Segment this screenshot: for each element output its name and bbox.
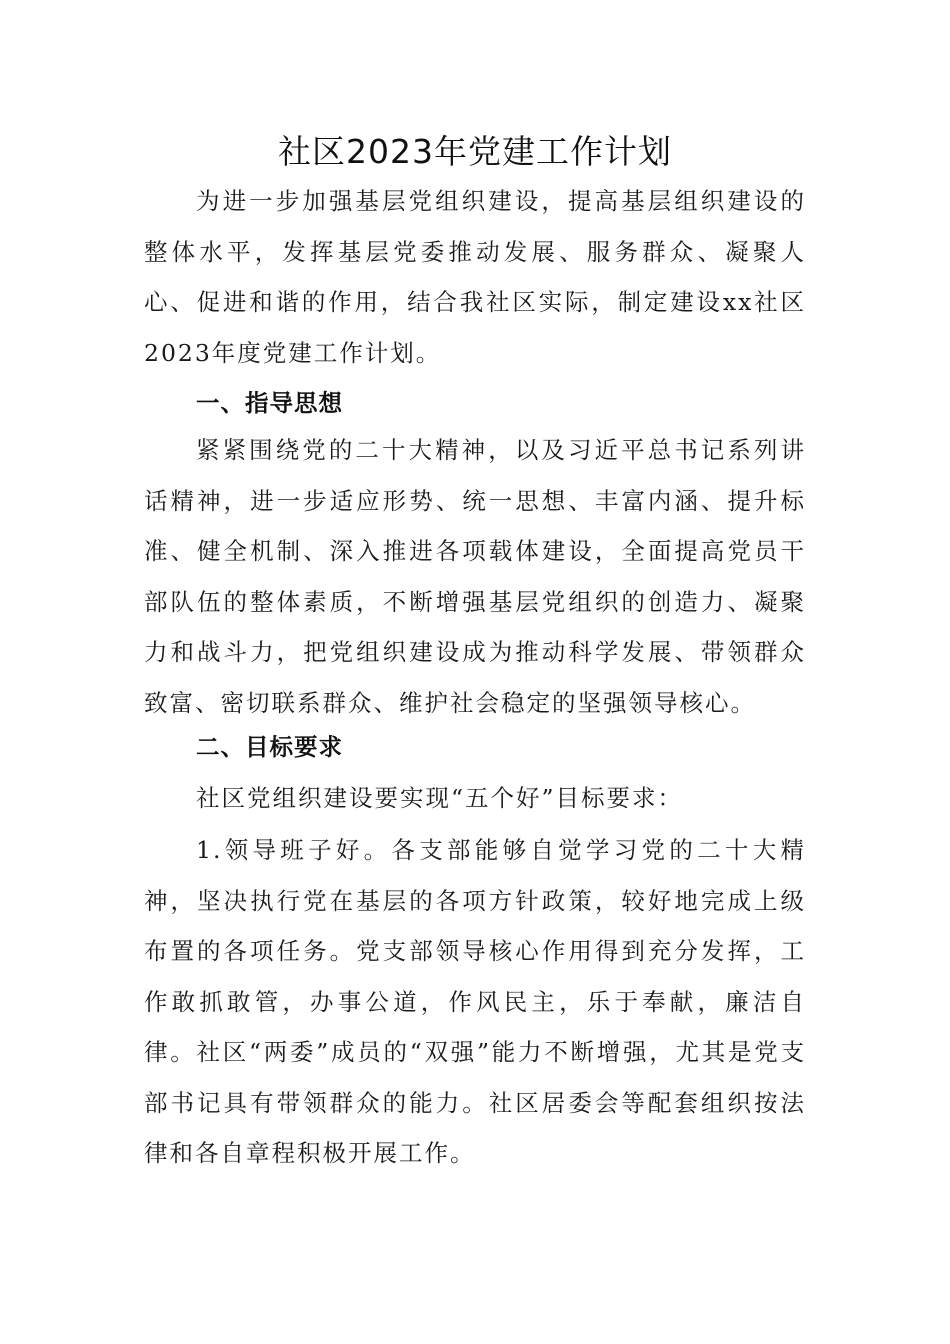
intro-paragraph: 为进一步加强基层党组织建设，提高基层组织建设的整体水平，发挥基层党委推动发展、服务群众、凝聚人心、促进和谐的作用，结合我社区实际，制定建设xx社区2023年度党建工作计划。	[144, 187, 806, 367]
section-heading-goals: 二、目标要求	[196, 733, 343, 761]
goals-intro-paragraph: 社区党组织建设要实现“五个好”目标要求：	[196, 784, 684, 812]
goal-item-1-paragraph: 1.领导班子好。各支部能够自觉学习党的二十大精神，坚决执行党在基层的各项方针政策，较好地完成上级布置的各项任务。党支部领导核心作用得到充分发挥，工作敢抓敢管，办事公道，作风民主，乐于奉献，廉洁自律。社区“两委”成员的“双强”能力不断增强，尤其是党支部书记具有带领群众的能力。社区居委会等配套组织按法律和各自章程积极开展工作。	[144, 836, 806, 1167]
section-heading-guiding-ideology: 一、指导思想	[196, 389, 343, 417]
guiding-ideology-paragraph: 紧紧围绕党的二十大精神，以及习近平总书记系列讲话精神，进一步适应形势、统一思想、丰富内涵、提升标准、健全机制、深入推进各项载体建设，全面提高党员干部队伍的整体素质，不断增强基层党组织的创造力、凝聚力和战斗力，把党组织建设成为推动科学发展、带领群众致富、密切联系群众、维护社会稳定的坚强领导核心。	[144, 436, 806, 717]
document-title: 社区2023年党建工作计划	[278, 132, 672, 171]
